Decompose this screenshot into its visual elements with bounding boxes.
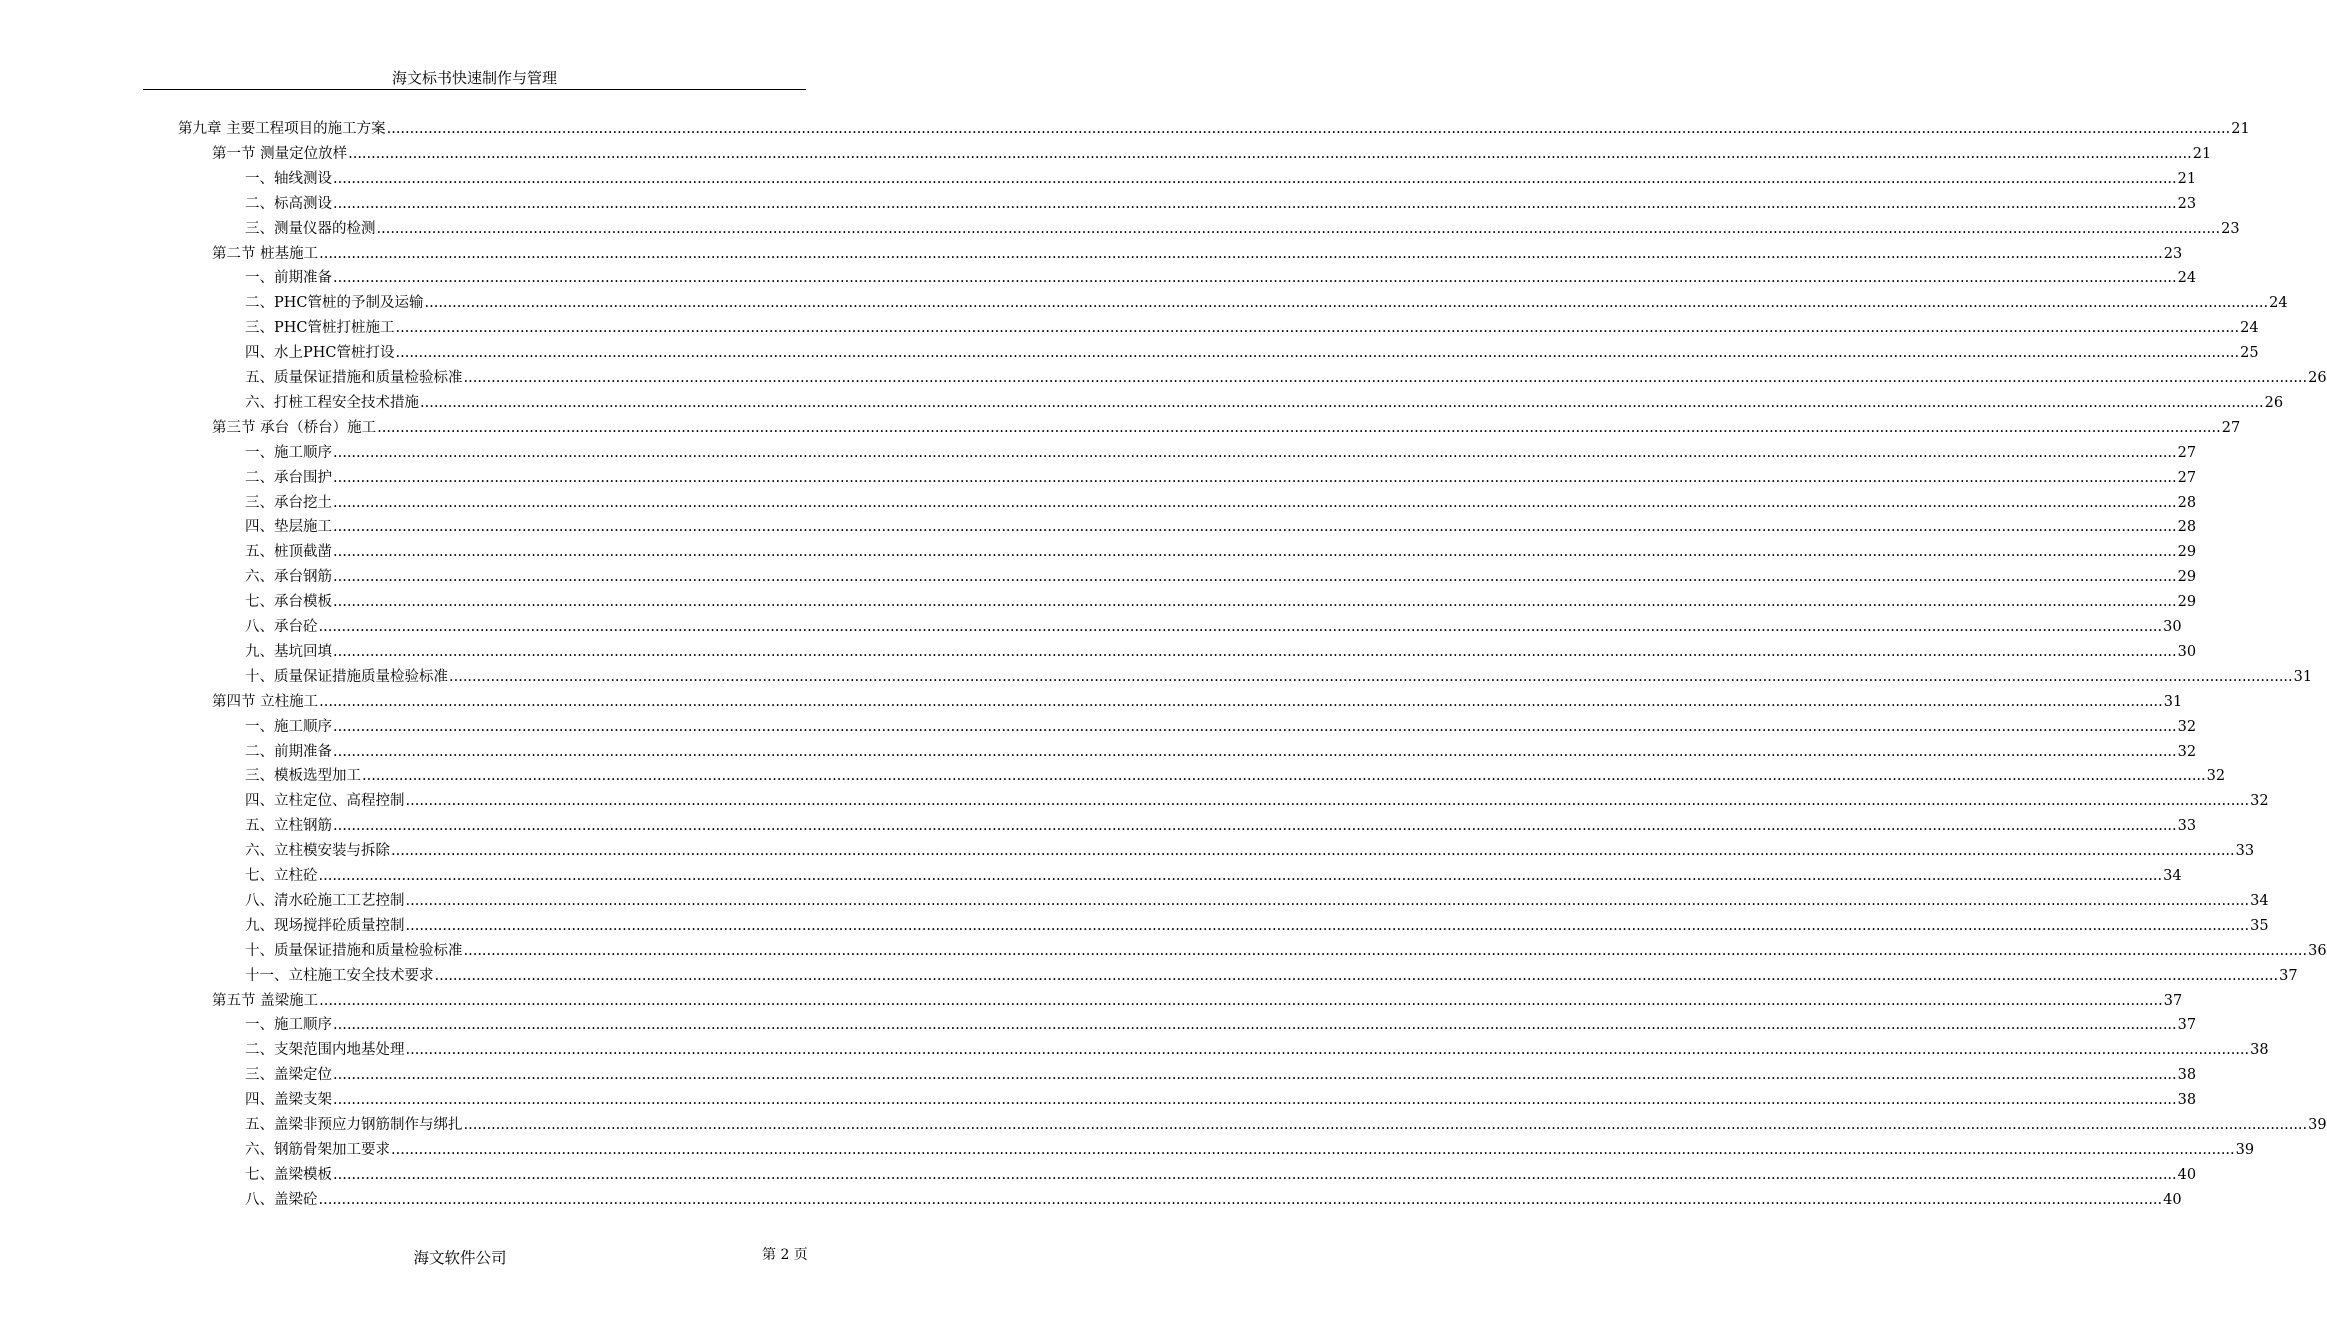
toc-entry-label: PHC管桩打桩施工 bbox=[274, 320, 395, 336]
toc-entry-label: 基坑回填 bbox=[274, 644, 332, 660]
toc-entry-label: 模板选型加工 bbox=[274, 768, 361, 784]
toc-entry-page: 39 bbox=[2308, 1117, 2327, 1133]
toc-entry-number: 五、 bbox=[245, 370, 274, 386]
toc-entry-number: 五、 bbox=[245, 1117, 274, 1133]
toc-entry-page: 21 bbox=[2177, 171, 2197, 187]
toc-entry-label: 质量保证措施质量检验标准 bbox=[274, 669, 448, 685]
toc-dot-leader: ................................................................................................................................................................................................................................................................................................................................................................................................................ bbox=[333, 1167, 2177, 1183]
toc-entry-page: 39 bbox=[2235, 1142, 2255, 1158]
toc-entry-page: 25 bbox=[2240, 345, 2259, 361]
toc-entry-number: 三、 bbox=[245, 768, 274, 784]
toc-entry-label: 清水砼施工工艺控制 bbox=[274, 893, 405, 909]
toc-dot-leader: ................................................................................................................................................................................................................................................................................................................................................................................................................ bbox=[333, 744, 2177, 760]
toc-entry-label: 第五节 盖梁施工 bbox=[212, 993, 319, 1009]
toc-entry-number: 三、 bbox=[245, 320, 274, 336]
toc-entry-page: 40 bbox=[2177, 1167, 2197, 1183]
toc-entry-page: 40 bbox=[2163, 1192, 2182, 1208]
footer-page-number: 第 2 页 bbox=[762, 1247, 808, 1263]
toc-entry-label: 水上PHC管桩打设 bbox=[274, 345, 395, 361]
page-header-title: 海文标书快速制作与管理 bbox=[391, 69, 557, 87]
toc-entry-number: 七、 bbox=[245, 1167, 274, 1183]
toc-dot-leader: ................................................................................................................................................................................................................................................................................................................................................................................................................ bbox=[395, 345, 2240, 361]
toc-entry-label: 打桩工程安全技术措施 bbox=[274, 395, 419, 411]
toc-entry-label: 立柱定位、高程控制 bbox=[274, 793, 405, 809]
toc-entry[interactable] bbox=[245, 563, 2197, 587]
toc-entry[interactable] bbox=[212, 414, 2241, 438]
toc-dot-leader: ................................................................................................................................................................................................................................................................................................................................................................................................................ bbox=[424, 295, 2269, 311]
toc-entry-number: 七、 bbox=[245, 594, 274, 610]
toc-entry-number: 五、 bbox=[245, 544, 274, 560]
toc-dot-leader: ................................................................................................................................................................................................................................................................................................................................................................................................................ bbox=[333, 495, 2177, 511]
toc-entry[interactable] bbox=[245, 464, 2197, 488]
toc-entry-label: 支架范围内地基处理 bbox=[274, 1042, 405, 1058]
toc-dot-leader: ................................................................................................................................................................................................................................................................................................................................................................................................................ bbox=[333, 569, 2177, 585]
toc-entry-page: 24 bbox=[2177, 270, 2197, 286]
toc-entry-page: 23 bbox=[2163, 246, 2183, 262]
toc-entry-label: 第二节 桩基施工 bbox=[212, 246, 319, 262]
toc-entry[interactable] bbox=[245, 1036, 2269, 1060]
toc-entry-number: 十、 bbox=[245, 669, 274, 685]
toc-entry-page: 32 bbox=[2206, 768, 2226, 784]
toc-dot-leader: ................................................................................................................................................................................................................................................................................................................................................................................................................ bbox=[463, 943, 2308, 959]
toc-entry-label: 桩顶截凿 bbox=[274, 544, 332, 560]
toc-dot-leader: ................................................................................................................................................................................................................................................................................................................................................................................................................ bbox=[333, 445, 2177, 461]
toc-entry-page: 28 bbox=[2177, 519, 2197, 535]
toc-entry-page: 33 bbox=[2235, 843, 2255, 859]
toc-entry[interactable] bbox=[245, 588, 2197, 612]
toc-dot-leader: ................................................................................................................................................................................................................................................................................................................................................................................................................ bbox=[348, 146, 2192, 162]
toc-entry[interactable] bbox=[212, 240, 2183, 264]
toc-entry-number: 二、 bbox=[245, 470, 274, 486]
toc-entry-page: 32 bbox=[2177, 744, 2197, 760]
toc-entry-number: 七、 bbox=[245, 868, 274, 884]
toc-entry-number: 八、 bbox=[245, 619, 274, 635]
toc-entry-label: 立柱砼 bbox=[274, 868, 318, 884]
toc-entry[interactable] bbox=[245, 314, 2259, 338]
toc-entry-number: 二、 bbox=[245, 196, 274, 212]
toc-dot-leader: ................................................................................................................................................................................................................................................................................................................................................................................................................ bbox=[377, 420, 2221, 436]
toc-entry-label: 承台围护 bbox=[274, 470, 332, 486]
toc-entry-page: 31 bbox=[2293, 669, 2313, 685]
toc-entry-label: 轴线测设 bbox=[274, 171, 332, 187]
toc-entry-page: 29 bbox=[2177, 544, 2197, 560]
toc-entry-number: 六、 bbox=[245, 1142, 274, 1158]
toc-entry-label: 承台挖土 bbox=[274, 495, 332, 511]
toc-entry[interactable] bbox=[245, 1011, 2197, 1035]
toc-entry-label: 质量保证措施和质量检验标准 bbox=[274, 943, 463, 959]
toc-dot-leader: ................................................................................................................................................................................................................................................................................................................................................................................................................ bbox=[463, 1117, 2308, 1133]
toc-entry-label: 现场搅拌砼质量控制 bbox=[274, 918, 405, 934]
toc-dot-leader: ................................................................................................................................................................................................................................................................................................................................................................................................................ bbox=[333, 1067, 2177, 1083]
toc-entry-number: 十、 bbox=[245, 943, 274, 959]
toc-entry[interactable] bbox=[245, 1161, 2197, 1185]
toc-entry[interactable] bbox=[245, 1111, 2327, 1135]
toc-entry[interactable] bbox=[245, 738, 2197, 762]
toc-entry-page: 24 bbox=[2269, 295, 2288, 311]
toc-entry-page: 34 bbox=[2250, 893, 2269, 909]
toc-entry-page: 28 bbox=[2177, 495, 2197, 511]
toc-entry[interactable] bbox=[245, 787, 2269, 811]
toc-dot-leader: ................................................................................................................................................................................................................................................................................................................................................................................................................ bbox=[319, 993, 2163, 1009]
toc-entry-label: 第一节 测量定位放样 bbox=[212, 146, 348, 162]
toc-entry[interactable] bbox=[212, 140, 2212, 164]
toc-entry-page: 27 bbox=[2221, 420, 2241, 436]
toc-dot-leader: ................................................................................................................................................................................................................................................................................................................................................................................................................ bbox=[463, 370, 2308, 386]
toc-entry-number: 一、 bbox=[245, 445, 274, 461]
toc-dot-leader: ................................................................................................................................................................................................................................................................................................................................................................................................................ bbox=[405, 893, 2250, 909]
toc-entry-label: 盖梁非预应力钢筋制作与绑扎 bbox=[274, 1117, 463, 1133]
toc-entry[interactable] bbox=[212, 688, 2183, 712]
header-divider bbox=[143, 89, 806, 90]
toc-dot-leader: ................................................................................................................................................................................................................................................................................................................................................................................................................ bbox=[333, 519, 2177, 535]
toc-dot-leader: ................................................................................................................................................................................................................................................................................................................................................................................................................ bbox=[391, 1142, 2235, 1158]
toc-dot-leader: ................................................................................................................................................................................................................................................................................................................................................................................................................ bbox=[333, 270, 2177, 286]
toc-entry-page: 21 bbox=[2231, 121, 2250, 137]
toc-entry-number: 八、 bbox=[245, 893, 274, 909]
toc-entry[interactable] bbox=[245, 264, 2197, 288]
toc-entry-label: 立柱施工安全技术要求 bbox=[288, 968, 434, 984]
toc-entry-number: 一、 bbox=[245, 171, 274, 187]
toc-entry-label: 钢筋骨架加工要求 bbox=[274, 1142, 390, 1158]
toc-entry-label: 测量仪器的检测 bbox=[274, 221, 376, 237]
toc-entry[interactable] bbox=[178, 115, 2250, 139]
toc-entry[interactable] bbox=[245, 837, 2255, 861]
toc-entry-page: 36 bbox=[2308, 943, 2327, 959]
toc-dot-leader: ................................................................................................................................................................................................................................................................................................................................................................................................................ bbox=[333, 196, 2177, 212]
toc-entry-number: 三、 bbox=[245, 221, 274, 237]
toc-entry-page: 38 bbox=[2177, 1067, 2197, 1083]
toc-entry-label: 施工顺序 bbox=[274, 1017, 332, 1033]
toc-entry[interactable] bbox=[245, 1086, 2197, 1110]
toc-entry-number: 三、 bbox=[245, 495, 274, 511]
toc-entry-label: 立柱钢筋 bbox=[274, 818, 332, 834]
toc-dot-leader: ................................................................................................................................................................................................................................................................................................................................................................................................................ bbox=[333, 544, 2177, 560]
toc-entry[interactable] bbox=[245, 862, 2182, 886]
toc-dot-leader: ................................................................................................................................................................................................................................................................................................................................................................................................................ bbox=[319, 694, 2163, 710]
toc-entry-number: 九、 bbox=[245, 918, 274, 934]
toc-entry-page: 27 bbox=[2177, 470, 2197, 486]
toc-entry-number: 六、 bbox=[245, 395, 274, 411]
toc-entry-label: 第九章 主要工程项目的施工方案 bbox=[178, 121, 386, 137]
toc-entry-page: 21 bbox=[2192, 146, 2212, 162]
toc-entry-number: 六、 bbox=[245, 843, 274, 859]
toc-dot-leader: ................................................................................................................................................................................................................................................................................................................................................................................................................ bbox=[333, 470, 2177, 486]
toc-entry-number: 四、 bbox=[245, 519, 274, 535]
toc-entry-page: 23 bbox=[2177, 196, 2197, 212]
toc-dot-leader: ................................................................................................................................................................................................................................................................................................................................................................................................................ bbox=[333, 1092, 2177, 1108]
toc-dot-leader: ................................................................................................................................................................................................................................................................................................................................................................................................................ bbox=[333, 171, 2177, 187]
toc-dot-leader: ................................................................................................................................................................................................................................................................................................................................................................................................................ bbox=[395, 320, 2240, 336]
toc-entry-number: 二、 bbox=[245, 295, 274, 311]
toc-entry-page: 37 bbox=[2177, 1017, 2197, 1033]
toc-entry-number: 四、 bbox=[245, 345, 274, 361]
toc-dot-leader: ................................................................................................................................................................................................................................................................................................................................................................................................................ bbox=[391, 843, 2235, 859]
toc-dot-leader: ................................................................................................................................................................................................................................................................................................................................................................................................................ bbox=[333, 719, 2177, 735]
toc-entry[interactable] bbox=[245, 165, 2197, 189]
toc-dot-leader: ................................................................................................................................................................................................................................................................................................................................................................................................................ bbox=[386, 121, 2231, 137]
toc-entry-number: 二、 bbox=[245, 1042, 274, 1058]
toc-entry[interactable] bbox=[245, 364, 2327, 388]
toc-entry-number: 八、 bbox=[245, 1192, 274, 1208]
toc-entry[interactable] bbox=[245, 339, 2259, 363]
toc-dot-leader: ................................................................................................................................................................................................................................................................................................................................................................................................................ bbox=[405, 793, 2250, 809]
toc-entry[interactable] bbox=[245, 812, 2197, 836]
toc-entry-page: 30 bbox=[2177, 644, 2197, 660]
toc-entry-label: 质量保证措施和质量检验标准 bbox=[274, 370, 463, 386]
toc-dot-leader: ................................................................................................................................................................................................................................................................................................................................................................................................................ bbox=[333, 594, 2177, 610]
toc-entry-label: 前期准备 bbox=[274, 270, 332, 286]
toc-entry-label: 承台砼 bbox=[274, 619, 318, 635]
toc-entry-label: 承台模板 bbox=[274, 594, 332, 610]
toc-entry-label: 施工顺序 bbox=[274, 719, 332, 735]
toc-entry-page: 30 bbox=[2163, 619, 2182, 635]
toc-entry-page: 32 bbox=[2250, 793, 2269, 809]
toc-entry[interactable] bbox=[245, 1186, 2182, 1210]
toc-entry[interactable] bbox=[245, 762, 2226, 786]
toc-entry-label: 承台钢筋 bbox=[274, 569, 332, 585]
toc-dot-leader: ................................................................................................................................................................................................................................................................................................................................................................................................................ bbox=[333, 1017, 2177, 1033]
toc-entry-number: 一、 bbox=[245, 719, 274, 735]
toc-entry[interactable] bbox=[245, 215, 2240, 239]
toc-entry[interactable] bbox=[245, 489, 2197, 513]
toc-dot-leader: ................................................................................................................................................................................................................................................................................................................................................................................................................ bbox=[318, 1192, 2163, 1208]
toc-entry-page: 23 bbox=[2221, 221, 2240, 237]
toc-entry[interactable] bbox=[245, 887, 2269, 911]
toc-entry-page: 38 bbox=[2177, 1092, 2197, 1108]
toc-entry-page: 27 bbox=[2177, 445, 2197, 461]
toc-entry[interactable] bbox=[245, 190, 2197, 214]
toc-entry-page: 35 bbox=[2250, 918, 2269, 934]
toc-entry-label: 前期准备 bbox=[274, 744, 332, 760]
toc-dot-leader: ................................................................................................................................................................................................................................................................................................................................................................................................................ bbox=[318, 619, 2163, 635]
toc-entry[interactable] bbox=[245, 713, 2197, 737]
toc-entry-number: 二、 bbox=[245, 744, 274, 760]
toc-entry[interactable] bbox=[245, 962, 2298, 986]
toc-entry-page: 32 bbox=[2177, 719, 2197, 735]
toc-entry-label: 标高测设 bbox=[274, 196, 332, 212]
footer-company: 海文软件公司 bbox=[413, 1249, 507, 1267]
toc-dot-leader: ................................................................................................................................................................................................................................................................................................................................................................................................................ bbox=[449, 669, 2293, 685]
toc-entry[interactable] bbox=[245, 663, 2313, 687]
toc-entry[interactable] bbox=[245, 289, 2288, 313]
toc-entry-number: 十一、 bbox=[245, 968, 289, 984]
toc-entry-page: 31 bbox=[2163, 694, 2183, 710]
toc-dot-leader: ................................................................................................................................................................................................................................................................................................................................................................................................................ bbox=[405, 918, 2250, 934]
toc-dot-leader: ................................................................................................................................................................................................................................................................................................................................................................................................................ bbox=[319, 246, 2163, 262]
toc-entry-number: 九、 bbox=[245, 644, 274, 660]
toc-entry[interactable] bbox=[245, 1136, 2255, 1160]
toc-entry-label: 第四节 立柱施工 bbox=[212, 694, 319, 710]
toc-entry[interactable] bbox=[245, 1061, 2197, 1085]
toc-entry-page: 26 bbox=[2308, 370, 2327, 386]
toc-entry-number: 一、 bbox=[245, 270, 274, 286]
toc-entry-number: 四、 bbox=[245, 1092, 274, 1108]
toc-entry[interactable] bbox=[245, 513, 2197, 537]
toc-entry-number: 六、 bbox=[245, 569, 274, 585]
toc-entry-page: 29 bbox=[2177, 594, 2197, 610]
toc-entry-number: 三、 bbox=[245, 1067, 274, 1083]
toc-dot-leader: ................................................................................................................................................................................................................................................................................................................................................................................................................ bbox=[434, 968, 2279, 984]
toc-entry-label: 立柱模安装与拆除 bbox=[274, 843, 390, 859]
toc-entry[interactable] bbox=[245, 613, 2182, 637]
toc-entry[interactable] bbox=[245, 638, 2197, 662]
toc-entry-page: 26 bbox=[2264, 395, 2284, 411]
toc-entry-number: 一、 bbox=[245, 1017, 274, 1033]
toc-entry-number: 四、 bbox=[245, 793, 274, 809]
toc-entry-label: 盖梁模板 bbox=[274, 1167, 332, 1183]
toc-dot-leader: ................................................................................................................................................................................................................................................................................................................................................................................................................ bbox=[405, 1042, 2250, 1058]
toc-entry-label: 盖梁定位 bbox=[274, 1067, 332, 1083]
toc-entry-label: 垫层施工 bbox=[274, 519, 332, 535]
toc-dot-leader: ................................................................................................................................................................................................................................................................................................................................................................................................................ bbox=[333, 644, 2177, 660]
toc-entry-number: 五、 bbox=[245, 818, 274, 834]
toc-dot-leader: ................................................................................................................................................................................................................................................................................................................................................................................................................ bbox=[333, 818, 2177, 834]
toc-dot-leader: ................................................................................................................................................................................................................................................................................................................................................................................................................ bbox=[376, 221, 2221, 237]
toc-entry[interactable] bbox=[245, 912, 2269, 936]
toc-entry-page: 24 bbox=[2240, 320, 2259, 336]
toc-entry[interactable] bbox=[245, 439, 2197, 463]
toc-entry-page: 29 bbox=[2177, 569, 2197, 585]
toc-entry-page: 37 bbox=[2163, 993, 2183, 1009]
toc-entry-page: 38 bbox=[2250, 1042, 2269, 1058]
toc-entry-label: PHC管桩的予制及运输 bbox=[274, 295, 424, 311]
toc-entry-label: 第三节 承台（桥台）施工 bbox=[212, 420, 377, 436]
toc-entry[interactable] bbox=[212, 987, 2183, 1011]
toc-entry-label: 盖梁支架 bbox=[274, 1092, 332, 1108]
toc-dot-leader: ................................................................................................................................................................................................................................................................................................................................................................................................................ bbox=[420, 395, 2264, 411]
toc-entry-label: 盖梁砼 bbox=[274, 1192, 318, 1208]
toc-entry-page: 37 bbox=[2279, 968, 2298, 984]
toc-entry-page: 33 bbox=[2177, 818, 2197, 834]
toc-entry[interactable] bbox=[245, 937, 2327, 961]
toc-entry-page: 34 bbox=[2163, 868, 2182, 884]
toc-entry[interactable] bbox=[245, 538, 2197, 562]
toc-dot-leader: ................................................................................................................................................................................................................................................................................................................................................................................................................ bbox=[362, 768, 2206, 784]
toc-dot-leader: ................................................................................................................................................................................................................................................................................................................................................................................................................ bbox=[318, 868, 2163, 884]
toc-entry[interactable] bbox=[245, 389, 2284, 413]
toc-entry-label: 施工顺序 bbox=[274, 445, 332, 461]
